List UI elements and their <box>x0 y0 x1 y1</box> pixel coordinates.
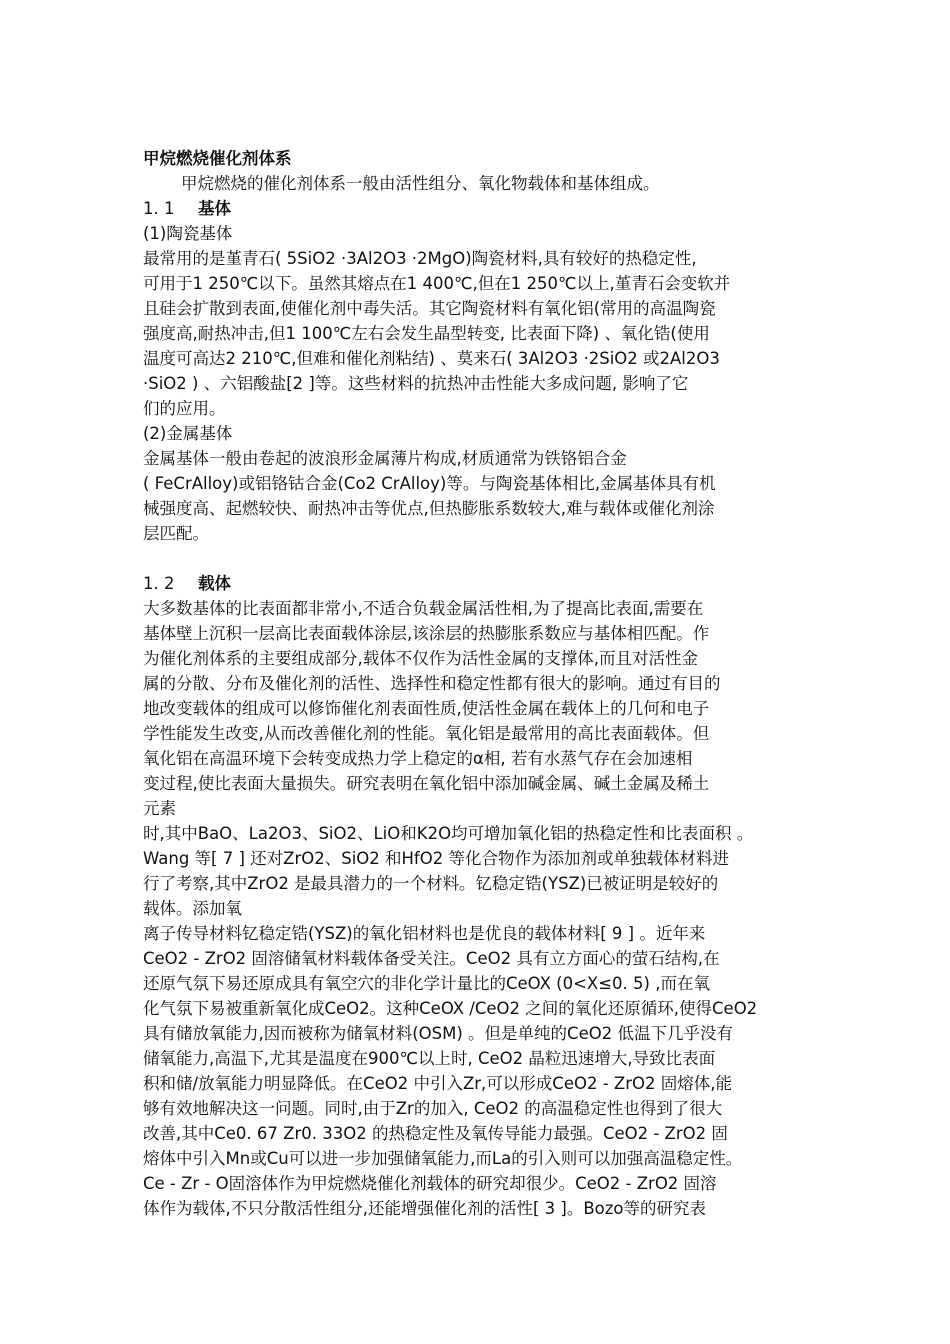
section-title: 载体 <box>198 574 231 593</box>
text-line: Wang 等[ 7 ] 还对ZrO2、SiO2 和HfO2 等化合物作为添加剂或单独载体材料进 <box>143 849 729 868</box>
section-number: 1. 2 <box>143 574 175 593</box>
text-line: 行了考察,其中ZrO2 是最具潜力的一个材料。钇稳定锆(YSZ)已被证明是较好的 <box>143 874 719 893</box>
section-title: 基体 <box>198 199 231 218</box>
text-line: 离子传导材料钇稳定锆(YSZ)的氧化铝材料也是优良的载体材料[ 9 ] 。近年来 <box>143 924 706 943</box>
subsection-title-ceramic: (1)陶瓷基体 <box>143 224 233 243</box>
section-heading-1-2 <box>143 571 823 596</box>
text-line: 化气氛下易被重新氧化成CeO2。这种CeOX /CeO2 之间的氧化还原循环,使得CeO2 <box>143 999 758 1018</box>
text-line: 熔体中引入Mn或Cu可以进一步加强储氧能力,而La的引入则可以加强高温稳定性。 <box>143 1149 743 1168</box>
text-line: 强度高,耐热冲击,但1 100℃左右会发生晶型转变, 比表面下降) 、氧化锆(使用 <box>143 324 710 343</box>
text-line: 储氧能力,高温下,尤其是温度在900℃以上时, CeO2 晶粒迅速增大,导致比表面 <box>143 1049 716 1068</box>
text-line: 体作为载体,不只分散活性组分,还能增强催化剂的活性[ 3 ]。Bozo等的研究表 <box>143 1199 707 1218</box>
subsection-title-metal: (2)金属基体 <box>143 424 233 443</box>
text-line: 够有效地解决这一问题。同时,由于Zr的加入, CeO2 的高温稳定性也得到了很大 <box>143 1099 723 1118</box>
text-line: 为催化剂体系的主要组成部分,载体不仅作为活性金属的支撑体,而且对活性金 <box>143 649 698 668</box>
text-line: 且硅会扩散到表面,使催化剂中毒失活。其它陶瓷材料有氧化铝(常用的高温陶瓷 <box>143 299 716 318</box>
text-line: ·SiO2 ) 、六铝酸盐[2 ]等。这些材料的抗热冲击性能大多成问题, 影响了它 <box>143 374 689 393</box>
text-line: 学性能发生改变,从而改善催化剂的性能。氧化铝是最常用的高比表面载体。但 <box>143 724 710 743</box>
document-page <box>143 146 823 1221</box>
text-line: 温度可高达2 210℃,但难和催化剂粘结) 、莫来石( 3Al2O3 ·2SiO2 或2Al2O3 <box>143 349 720 368</box>
spacer <box>143 546 823 571</box>
ceramic-paragraph <box>143 246 823 421</box>
text-line: 改善,其中Ce0. 67 Zr0. 33O2 的热稳定性及氧传导能力最强。CeO2 - ZrO2 固 <box>143 1124 728 1143</box>
section-heading-1-1 <box>143 196 823 221</box>
text-line: 金属基体一般由卷起的波浪形金属薄片构成,材质通常为铁铬铝合金 <box>143 449 627 468</box>
text-line: 具有储放氧能力,因而被称为储氧材料(OSM) 。但是单纯的CeO2 低温下几乎没有 <box>143 1024 733 1043</box>
text-line: 载体。添加氧 <box>143 899 242 918</box>
text-line: 械强度高、起燃较快、耐热冲击等优点,但热膨胀系数较大,难与载体或催化剂涂 <box>143 499 715 518</box>
text-line: 大多数基体的比表面都非常小,不适合负载金属活性相,为了提高比表面,需要在 <box>143 599 704 618</box>
text-line: CeO2 - ZrO2 固溶储氧材料载体备受关注。CeO2 具有立方面心的萤石结构,在 <box>143 949 720 968</box>
text-line: 还原气氛下易还原成具有氧空穴的非化学计量比的CeOX (0<X≤0. 5) ,而在氧 <box>143 974 710 993</box>
section-number: 1. 1 <box>143 199 175 218</box>
text-line: 基体壁上沉积一层高比表面载体涂层,该涂层的热膨胀系数应与基体相匹配。作 <box>143 624 710 643</box>
text-line: 最常用的是堇青石( 5SiO2 ·3Al2O3 ·2MgO)陶瓷材料,具有较好的热稳定性, <box>143 249 697 268</box>
text-line: 积和储/放氧能力明显降低。在CeO2 中引入Zr,可以形成CeO2 - ZrO2 固熔体,能 <box>143 1074 732 1093</box>
metal-paragraph <box>143 446 823 546</box>
text-line: 可用于1 250℃以下。虽然其熔点在1 400℃,但在1 250℃以上,堇青石会变软并 <box>143 274 731 293</box>
intro-paragraph: 甲烷燃烧的催化剂体系一般由活性组分、氧化物载体和基体组成。 <box>181 174 660 193</box>
text-line: 们的应用。 <box>143 399 226 418</box>
text-line: 元素 <box>143 799 176 818</box>
text-line: 属的分散、分布及催化剂的活性、选择性和稳定性都有很大的影响。通过有目的 <box>143 674 721 693</box>
support-paragraph <box>143 596 823 1221</box>
text-line: 变过程,使比表面大量损失。研究表明在氧化铝中添加碱金属、碱土金属及稀土 <box>143 774 710 793</box>
document-title: 甲烷燃烧催化剂体系 <box>143 149 292 168</box>
text-line: 层匹配。 <box>143 524 209 543</box>
text-line: 时,其中BaO、La2O3、SiO2、LiO和K2O均可增加氧化铝的热稳定性和比表面积 。 <box>143 824 754 843</box>
text-line: ( FeCrAlloy)或铝铬钴合金(Co2 CrAlloy)等。与陶瓷基体相比,金属基体具有机 <box>143 474 716 493</box>
text-line: 氧化铝在高温环境下会转变成热力学上稳定的α相, 若有水蒸气存在会加速相 <box>143 749 693 768</box>
text-line: Ce - Zr - O固溶体作为甲烷燃烧催化剂载体的研究却很少。CeO2 - ZrO2 固溶 <box>143 1174 717 1193</box>
text-line: 地改变载体的组成可以修饰催化剂表面性质,使活性金属在载体上的几何和电子 <box>143 699 710 718</box>
